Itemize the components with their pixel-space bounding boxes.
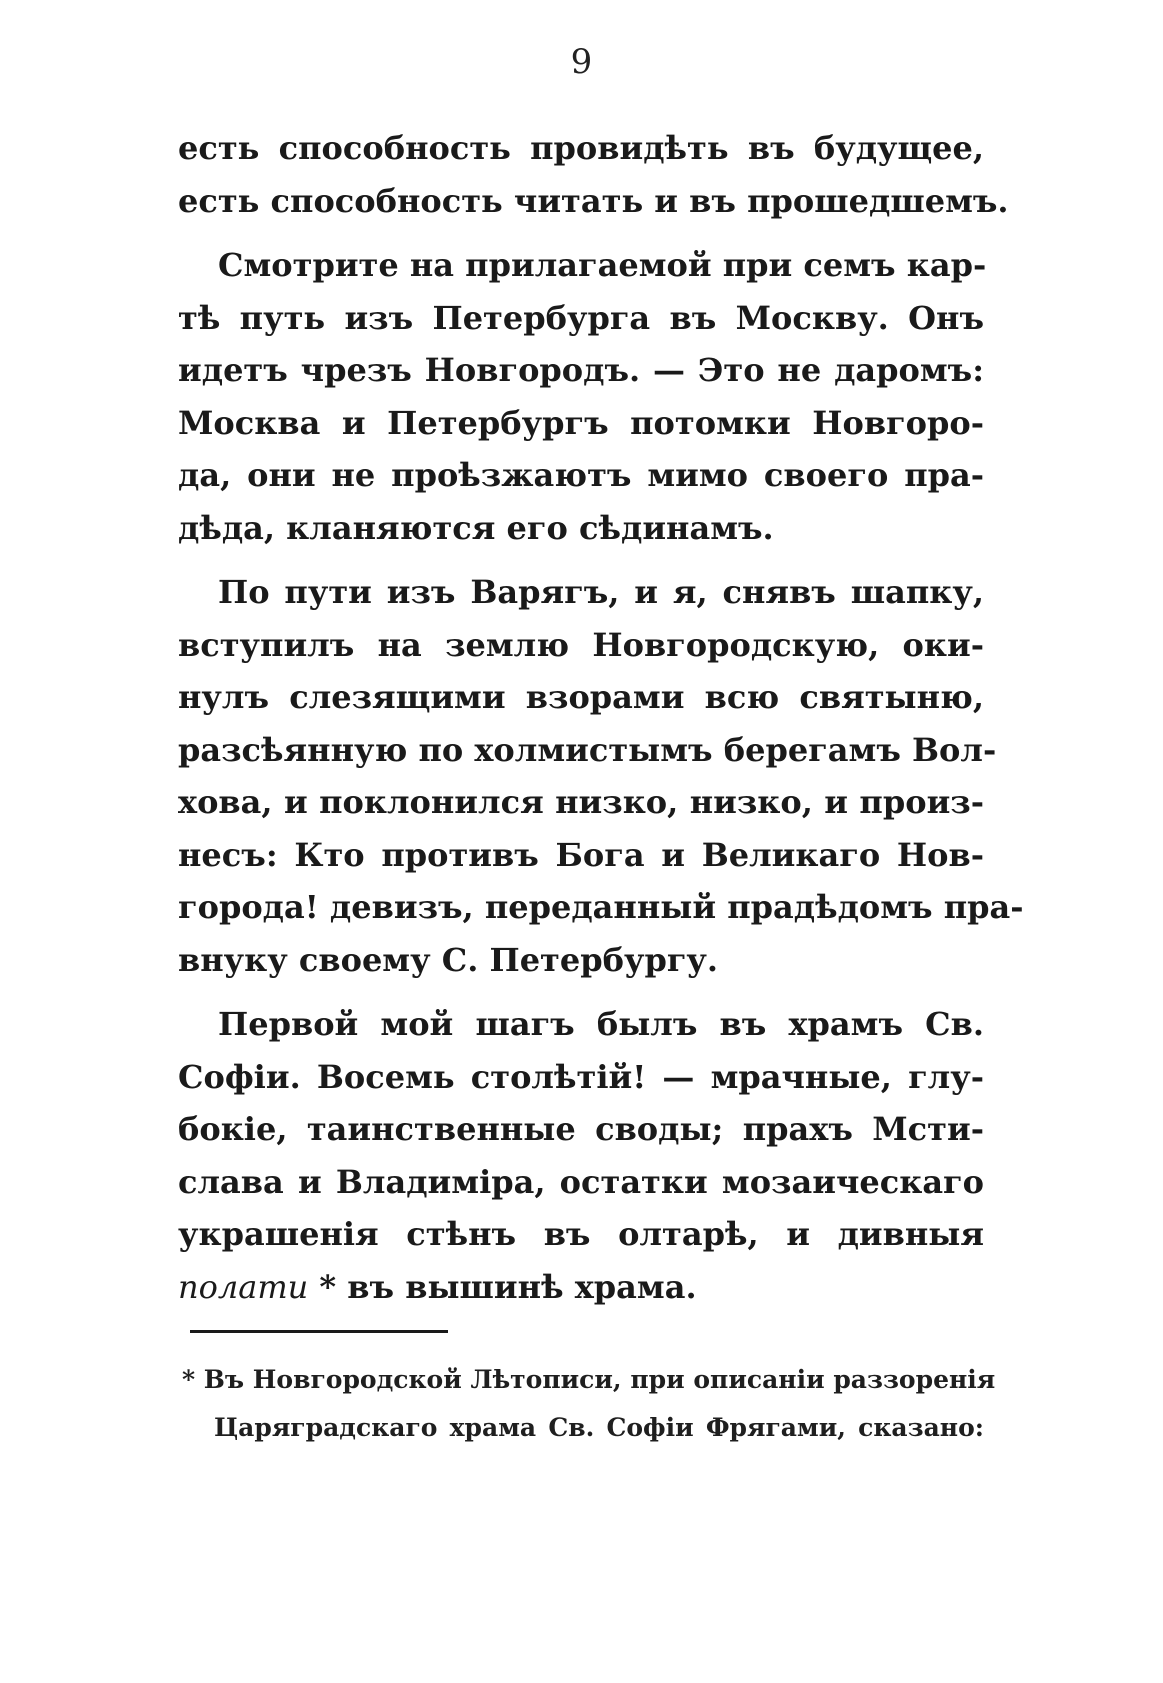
paragraph-3 (178, 566, 1024, 986)
text-line: города! девизъ, переданный прадѣдомъ пра- (178, 888, 1024, 926)
text-line: слава и Владиміра, остатки мозаическаго (178, 1162, 984, 1201)
footnote (182, 1356, 996, 1452)
text-line: тѣ путь изъ Петербурга въ Москву. Онъ (178, 298, 984, 337)
text-line: Смотрите на прилагаемой при семъ кар- (218, 246, 987, 284)
text-line: По пути изъ Варягъ, и я, снявъ шапку, (218, 573, 984, 611)
text-line: есть способность провидѣть въ будущее, (178, 129, 984, 167)
text-line: украшенія стѣнъ въ олтарѣ, и дивныя (178, 1215, 984, 1253)
text-line: есть способность читать и въ прошедшемъ. (178, 181, 1009, 220)
text-line: Софіи. Восемь столѣтій! — мрачные, глу- (178, 1057, 984, 1096)
main-text (178, 122, 1024, 1313)
text-line-with-footnote (178, 1261, 984, 1314)
footnote-marker: * (308, 1267, 348, 1306)
text-line: нулъ слезящими взорами всю святыню, (178, 678, 984, 716)
paragraph-4 (178, 998, 984, 1313)
footnote-line: * Въ Новгородской Лѣтописи, при описаніи раззоренія (182, 1365, 996, 1394)
text-line: Москва и Петербургъ потомки Новгоро- (178, 403, 984, 442)
italic-word: полати (178, 1267, 309, 1306)
text-line: бокіе, таинственные своды; прахъ Мсти- (178, 1110, 984, 1148)
text-line: идетъ чрезъ Новгородъ. — Это не даромъ: (178, 351, 984, 389)
text-line: несъ: Кто противъ Бога и Великаго Нов- (178, 835, 984, 874)
text-fragment: въ вышинѣ храма. (347, 1267, 697, 1306)
text-line: дѣда, кланяются его сѣдинамъ. (178, 508, 774, 547)
page-number: 9 (570, 42, 593, 82)
text-line: хова, и поклонился низко, низко, и произ- (178, 783, 984, 821)
text-line: разсѣянную по холмистымъ берегамъ Вол- (178, 730, 997, 769)
paragraph-1 (178, 122, 1009, 227)
footnote-divider (190, 1330, 448, 1333)
paragraph-2 (178, 239, 987, 554)
text-line: да, они не проѣзжаютъ мимо своего пра- (178, 456, 984, 494)
text-line: Первой мой шагъ былъ въ храмъ Св. (218, 1005, 984, 1043)
text-line: внуку своему С. Петербургу. (178, 940, 719, 979)
footnote-line: Царяградскаго храма Св. Софіи Фрягами, сказано: (214, 1413, 984, 1442)
text-line: вступилъ на землю Новгородскую, оки- (178, 625, 984, 664)
